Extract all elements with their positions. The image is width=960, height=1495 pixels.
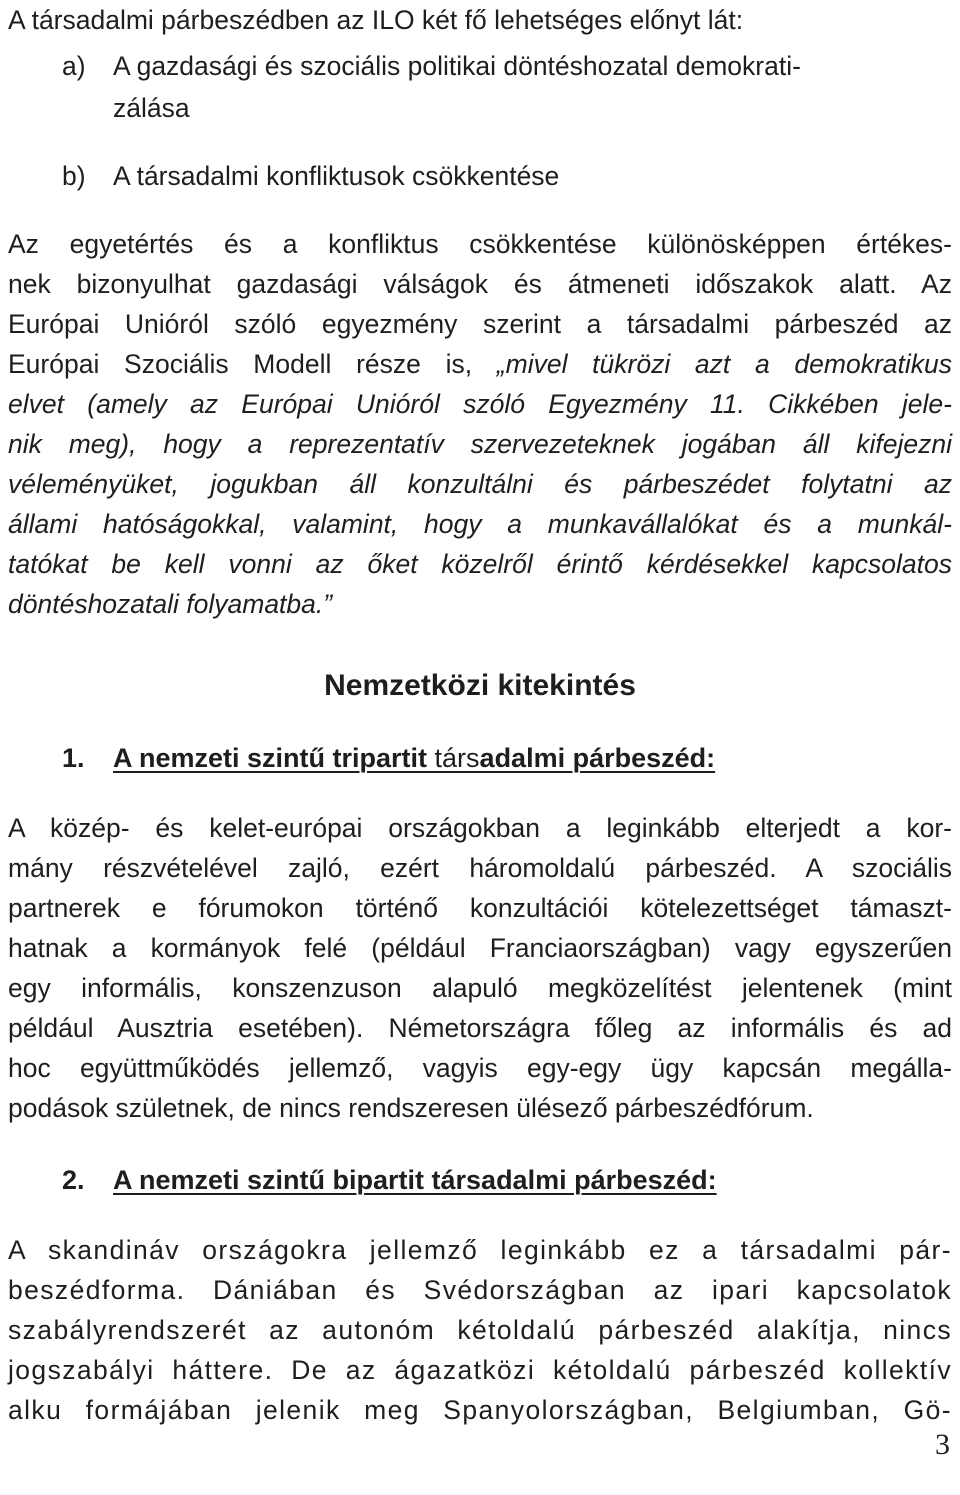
- section1-line: mány részvételével zajló, ezért háromoldalú párbeszéd. A szociális: [8, 853, 952, 883]
- para1-quote: „mivel tükrözi azt a demokratikus: [496, 349, 952, 379]
- para1-text: Európai Szociális Modell része is,: [8, 349, 497, 379]
- para1-line: Az egyetértés és a konfliktus csökkentése különösképpen értékes-: [8, 229, 952, 259]
- section1-line: hoc együttműködés jellemző, vagyis egy-egy ügy kapcsán megálla-: [8, 1053, 952, 1083]
- para1-quote-line: véleményüket, jogukban áll konzultálni és párbeszédet folytatni az: [8, 469, 952, 499]
- para1-line: [8, 344, 952, 384]
- list-item-b-line1: A társadalmi konfliktusok csökkentése: [113, 161, 560, 191]
- list-item-a-line1: A gazdasági és szociális politikai döntéshozatal demokrati-: [113, 51, 801, 81]
- section2-title: A nemzeti szintű bipartit társadalmi párbeszéd:: [113, 1165, 717, 1195]
- para1-quote-line: döntéshozatali folyamatba.”: [8, 589, 333, 619]
- section1-title-part: társ: [434, 743, 480, 773]
- section2-line: alku formájában jelenik meg Spanyolországban, Belgiumban, Gö-: [8, 1395, 952, 1425]
- list-marker-a: a): [62, 51, 86, 81]
- section1-line: podások születnek, de nincs rendszeresen ülésező párbeszédfórum.: [8, 1093, 814, 1123]
- para1-quote-line: tatókat be kell vonni az őket közelről érintő kérdésekkel kapcsolatos: [8, 549, 952, 579]
- section1-title-part: adalmi párbeszéd:: [479, 743, 716, 773]
- section2-line: jogszabályi háttere. De az ágazatközi kétoldalú párbeszéd kollektív: [8, 1355, 952, 1385]
- section-heading: Nemzetközi kitekintés: [324, 669, 636, 702]
- para1-line: Európai Unióról szóló egyezmény szerint a társadalmi párbeszéd az: [8, 309, 952, 339]
- section2-line: A skandináv országokra jellemző leginkább ez a társadalmi pár-: [8, 1235, 952, 1265]
- section2-number: 2.: [62, 1165, 85, 1195]
- section2-line: beszédforma. Dániában és Svédországban az ipari kapcsolatok: [8, 1275, 952, 1305]
- intro-line: A társadalmi párbeszédben az ILO két fő lehetséges előnyt lát:: [8, 5, 744, 35]
- para1-quote-line: elvet (amely az Európai Unióról szóló Egyezmény 11. Cikkében jele-: [8, 389, 952, 419]
- list-item-a-line2: zálása: [113, 93, 190, 123]
- section1-line: egy informális, konszenzuson alapuló megközelítést jelentenek (mint: [8, 973, 952, 1003]
- section1-number: 1.: [62, 743, 85, 773]
- para1-line: nek bizonyulhat gazdasági válságok és átmeneti időszakok alatt. Az: [8, 269, 952, 299]
- section1-line: A közép- és kelet-európai országokban a leginkább elterjedt a kor-: [8, 813, 952, 843]
- section1-line: partnerek e fórumokon történő konzultációi kötelezettséget támaszt-: [8, 893, 952, 923]
- para1-quote-line: nik meg), hogy a reprezentatív szervezeteknek jogában áll kifejezni: [8, 429, 952, 459]
- section1-line: például Ausztria esetében). Németországra főleg az informális és ad: [8, 1013, 952, 1043]
- section1-title: [113, 738, 715, 778]
- section1-title-part: A nemzeti szintű tripartit: [113, 743, 435, 773]
- para1-quote-line: állami hatóságokkal, valamint, hogy a munkavállalókat és a munkál-: [8, 509, 952, 539]
- section2-line: szabályrendszerét az autonóm kétoldalú párbeszéd alakítja, nincs: [8, 1315, 952, 1345]
- section1-line: hatnak a kormányok felé (például Franciaországban) vagy egyszerűen: [8, 933, 952, 963]
- page-number: 3: [935, 1428, 950, 1461]
- list-marker-b: b): [62, 161, 86, 191]
